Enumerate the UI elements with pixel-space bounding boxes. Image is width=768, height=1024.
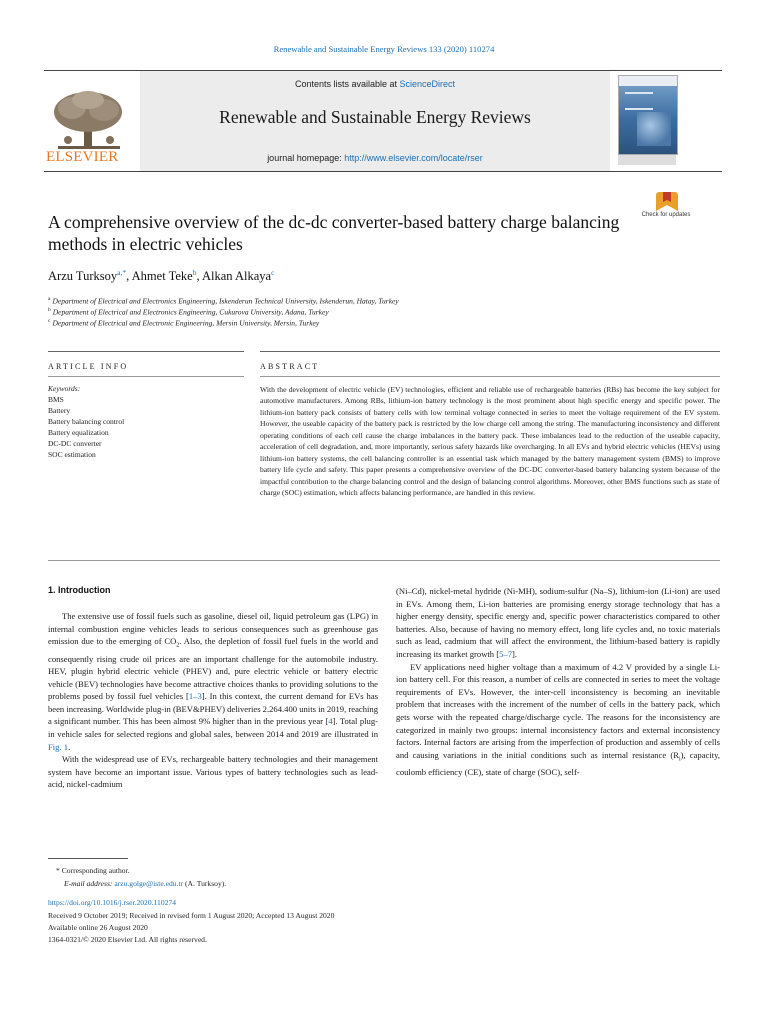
keyword: Battery equalization: [48, 428, 109, 437]
journal-homepage-line: [140, 153, 610, 163]
reference-link[interactable]: 1–3: [188, 691, 202, 702]
paragraph: The extensive use of fossil fuels such as gasoline, diesel oil, liquid petroleum gas (LPG) in internal combustion engine vehicles leads to serious consequences such as greenhouse gas emission due to the emerging of $CO_2$. Also, the depletion of fossil fuel fuels in the world and consequently rising crude oil prices are an important challenge for the automobile industry. HEV, plugin hybrid electric vehicle (PHEV) and, pure electric vehicle or battery electric vehicle (BEV) technologies have become attractive choices thanks to providing solutions to the problems posed by fossil fuel vehicles [1–3]. In this context, the current demand for EVs has been increasing. Worldwide plug-in (BEV&PHEV) deliveries 2.264.400 units in 2019, reaching a significant number. This has been almost 9% higher than in the previous year [4]. Total plug-in vehicle sales for selected regions and global sales, between 2014 and 2019 are illustrated in Fig. 1.: [48, 611, 379, 752]
doi-link[interactable]: https://doi.org/10.1016/j.rser.2020.110274: [48, 898, 177, 907]
available-online: Available online 26 August 2020: [48, 923, 148, 932]
copyright: 1364-0321/© 2020 Elsevier Ltd. All rights reserved.: [48, 935, 207, 944]
corresponding-author-note: * Corresponding author.: [56, 866, 130, 875]
journal-cover-thumbnail[interactable]: [618, 75, 678, 155]
article-title: A comprehensive overview of the dc-dc converter-based battery charge balancing methods in electric vehicles: [48, 212, 620, 254]
paragraph: EV applications need higher voltage than a maximum of 4.2 V provided by a single Li-ion battery cell. For this reason, a number of cells are connected in series to meet the voltage requirements of EVs. However, the inter-cell inconsistency is becoming an inevitable problem that increases with the increment of the number of cells in the battery pack, which gets worse with the repeated charge/discharge cycle. The reasons for the inconsistency are categorized in mainly two groups: internal inconsistency factors and external inconsistency factors. Internal factors are arising from the imperfection of production and assembly of cells and causing variations in the initial conditions such as internal resistance $(R_i)$, capacity, coulomb efficiency (CE), state of charge (SOC), self-: [396, 661, 720, 778]
author-name[interactable]: Arzu Turksoy: [48, 269, 118, 284]
check-for-updates-label[interactable]: Check for updates: [641, 212, 691, 218]
reference-link[interactable]: 4: [328, 716, 333, 727]
author-affiliation-marker[interactable]: b: [192, 268, 197, 277]
keyword: DC-DC converter: [48, 439, 102, 448]
email-note: E-mail address: arzu.golge@iste.edu.tr (A. Turksoy).: [64, 879, 227, 888]
author-list: Arzu Turksoy$^{a,*}$, Ahmet Teke$^b$, Alkan Alkaya$^c$: [48, 268, 275, 284]
check-for-updates-icon[interactable]: [645, 190, 689, 232]
article-info-label: ARTICLE INFO: [48, 362, 129, 371]
contents-prefix: Contents lists available at: [294, 79, 400, 89]
homepage-prefix: journal homepage:: [267, 153, 345, 163]
affiliation: $^b$ Department of Electrical and Electronics Engineering, Cukurova University, Adana, Turkey: [48, 307, 329, 317]
body-column-right: [396, 585, 720, 779]
abstract-label: ABSTRACT: [260, 362, 320, 371]
figure-link[interactable]: Fig. 1: [48, 741, 69, 752]
divider: [48, 351, 244, 352]
journal-citation[interactable]: Renewable and Sustainable Energy Reviews 133 (2020) 110274: [273, 44, 495, 54]
affiliation: $^c$ Department of Electrical and Electronic Engineering, Mersin University, Mersin, Turkey: [48, 318, 320, 328]
keyword: SOC estimation: [48, 450, 96, 459]
contents-line: [140, 79, 610, 89]
reference-link[interactable]: 5–7: [499, 648, 512, 659]
divider: [48, 560, 720, 561]
paragraph: With the widespread use of EVs, rechargeable battery technologies and their management system have become an important issue. Various types of battery technologies such as lead-acid, nickel-cadmium: [48, 754, 378, 790]
keyword: Battery balancing control: [48, 417, 125, 426]
divider: [260, 376, 720, 377]
author-affiliation-marker[interactable]: c: [271, 268, 275, 277]
divider: [260, 351, 720, 352]
divider: [48, 376, 244, 377]
affiliation: $^a$ Department of Electrical and Electronics Engineering, Iskenderun Technical University, Iskenderun, Hatay, Turkey: [48, 296, 399, 306]
section-heading: 1. Introduction: [48, 585, 111, 595]
email-link[interactable]: arzu.golge@iste.edu.tr: [114, 879, 184, 888]
keyword: Battery: [48, 406, 71, 415]
author-affiliation-marker[interactable]: a,*: [117, 268, 127, 277]
received-dates: Received 9 October 2019; Received in revised form 1 August 2020; Accepted 13 August 2020: [48, 911, 335, 920]
author-name[interactable]: Ahmet Teke: [131, 269, 193, 284]
masthead-center: [140, 71, 610, 171]
paragraph: (Ni–Cd), nickel-metal hydride (Ni-MH), sodium-sulfur (Na–S), lithium-ion (Li-ion) are used in EVs. Among them, Li-ion batteries are promising energy storage technology that has a higher energy density, specific energy and, specific power characteristics compared to other batteries. Also, because of having no memory effect, long life cycles and, no toxic materials such as lead, cadmium that will affect the environment, the lithium-based battery is rapidly increasing its market growth [5–7].: [396, 586, 720, 659]
publisher-name: ELSEVIER: [46, 149, 119, 165]
body-column-left: [48, 610, 378, 791]
keyword: BMS: [48, 395, 64, 404]
journal-title: Renewable and Sustainable Energy Reviews: [219, 107, 531, 127]
keywords-label: Keywords:: [48, 384, 81, 393]
author-name[interactable]: Alkan Alkaya: [202, 269, 272, 284]
abstract-text: With the development of electric vehicle (EV) technologies, efficient and reliable use of rechargeable batteries (RBs) has become the key subject for automotive manufacturers. Among RBs, lithium-ion battery technology is the most prominent about high specific energy and specific power. The lithium-ion battery pack consists of battery cells with low terminal voltage connected in series to meet the voltage requirement of the EV system. However, the useable capacity of the battery pack is restricted by the low charge cell among the string. The manufacturing inconsistency and different operating conditions of each cell cause the charge imbalances in the battery pack. These imbalances lead to the reduction of the useable capacity, acceleration of cell degradation, and, more importantly, serious safety hazards like overcharging. In all EVs and hybrid electric vehicles (HEVs) using lithium-ion battery systems, the cell balancing controller is an essential task which managed by the battery management system (BMS) to improve battery life cycle and safety. This paper presents a comprehensive overview of the DC-DC converter-based battery balancing system because of the impactful contribution to the charge balancing control and the design of balancing control algorithms. Moreover, other BMS functions such as state of charge (SOC) estimation, which affects balancing performance, are handled in this review.: [260, 385, 720, 498]
journal-homepage-link[interactable]: http://www.elsevier.com/locate/rser: [344, 153, 483, 163]
footnote-divider: [48, 858, 128, 859]
journal-masthead: [44, 70, 722, 172]
cover-strip: [618, 155, 676, 165]
sciencedirect-link[interactable]: ScienceDirect: [399, 79, 456, 89]
